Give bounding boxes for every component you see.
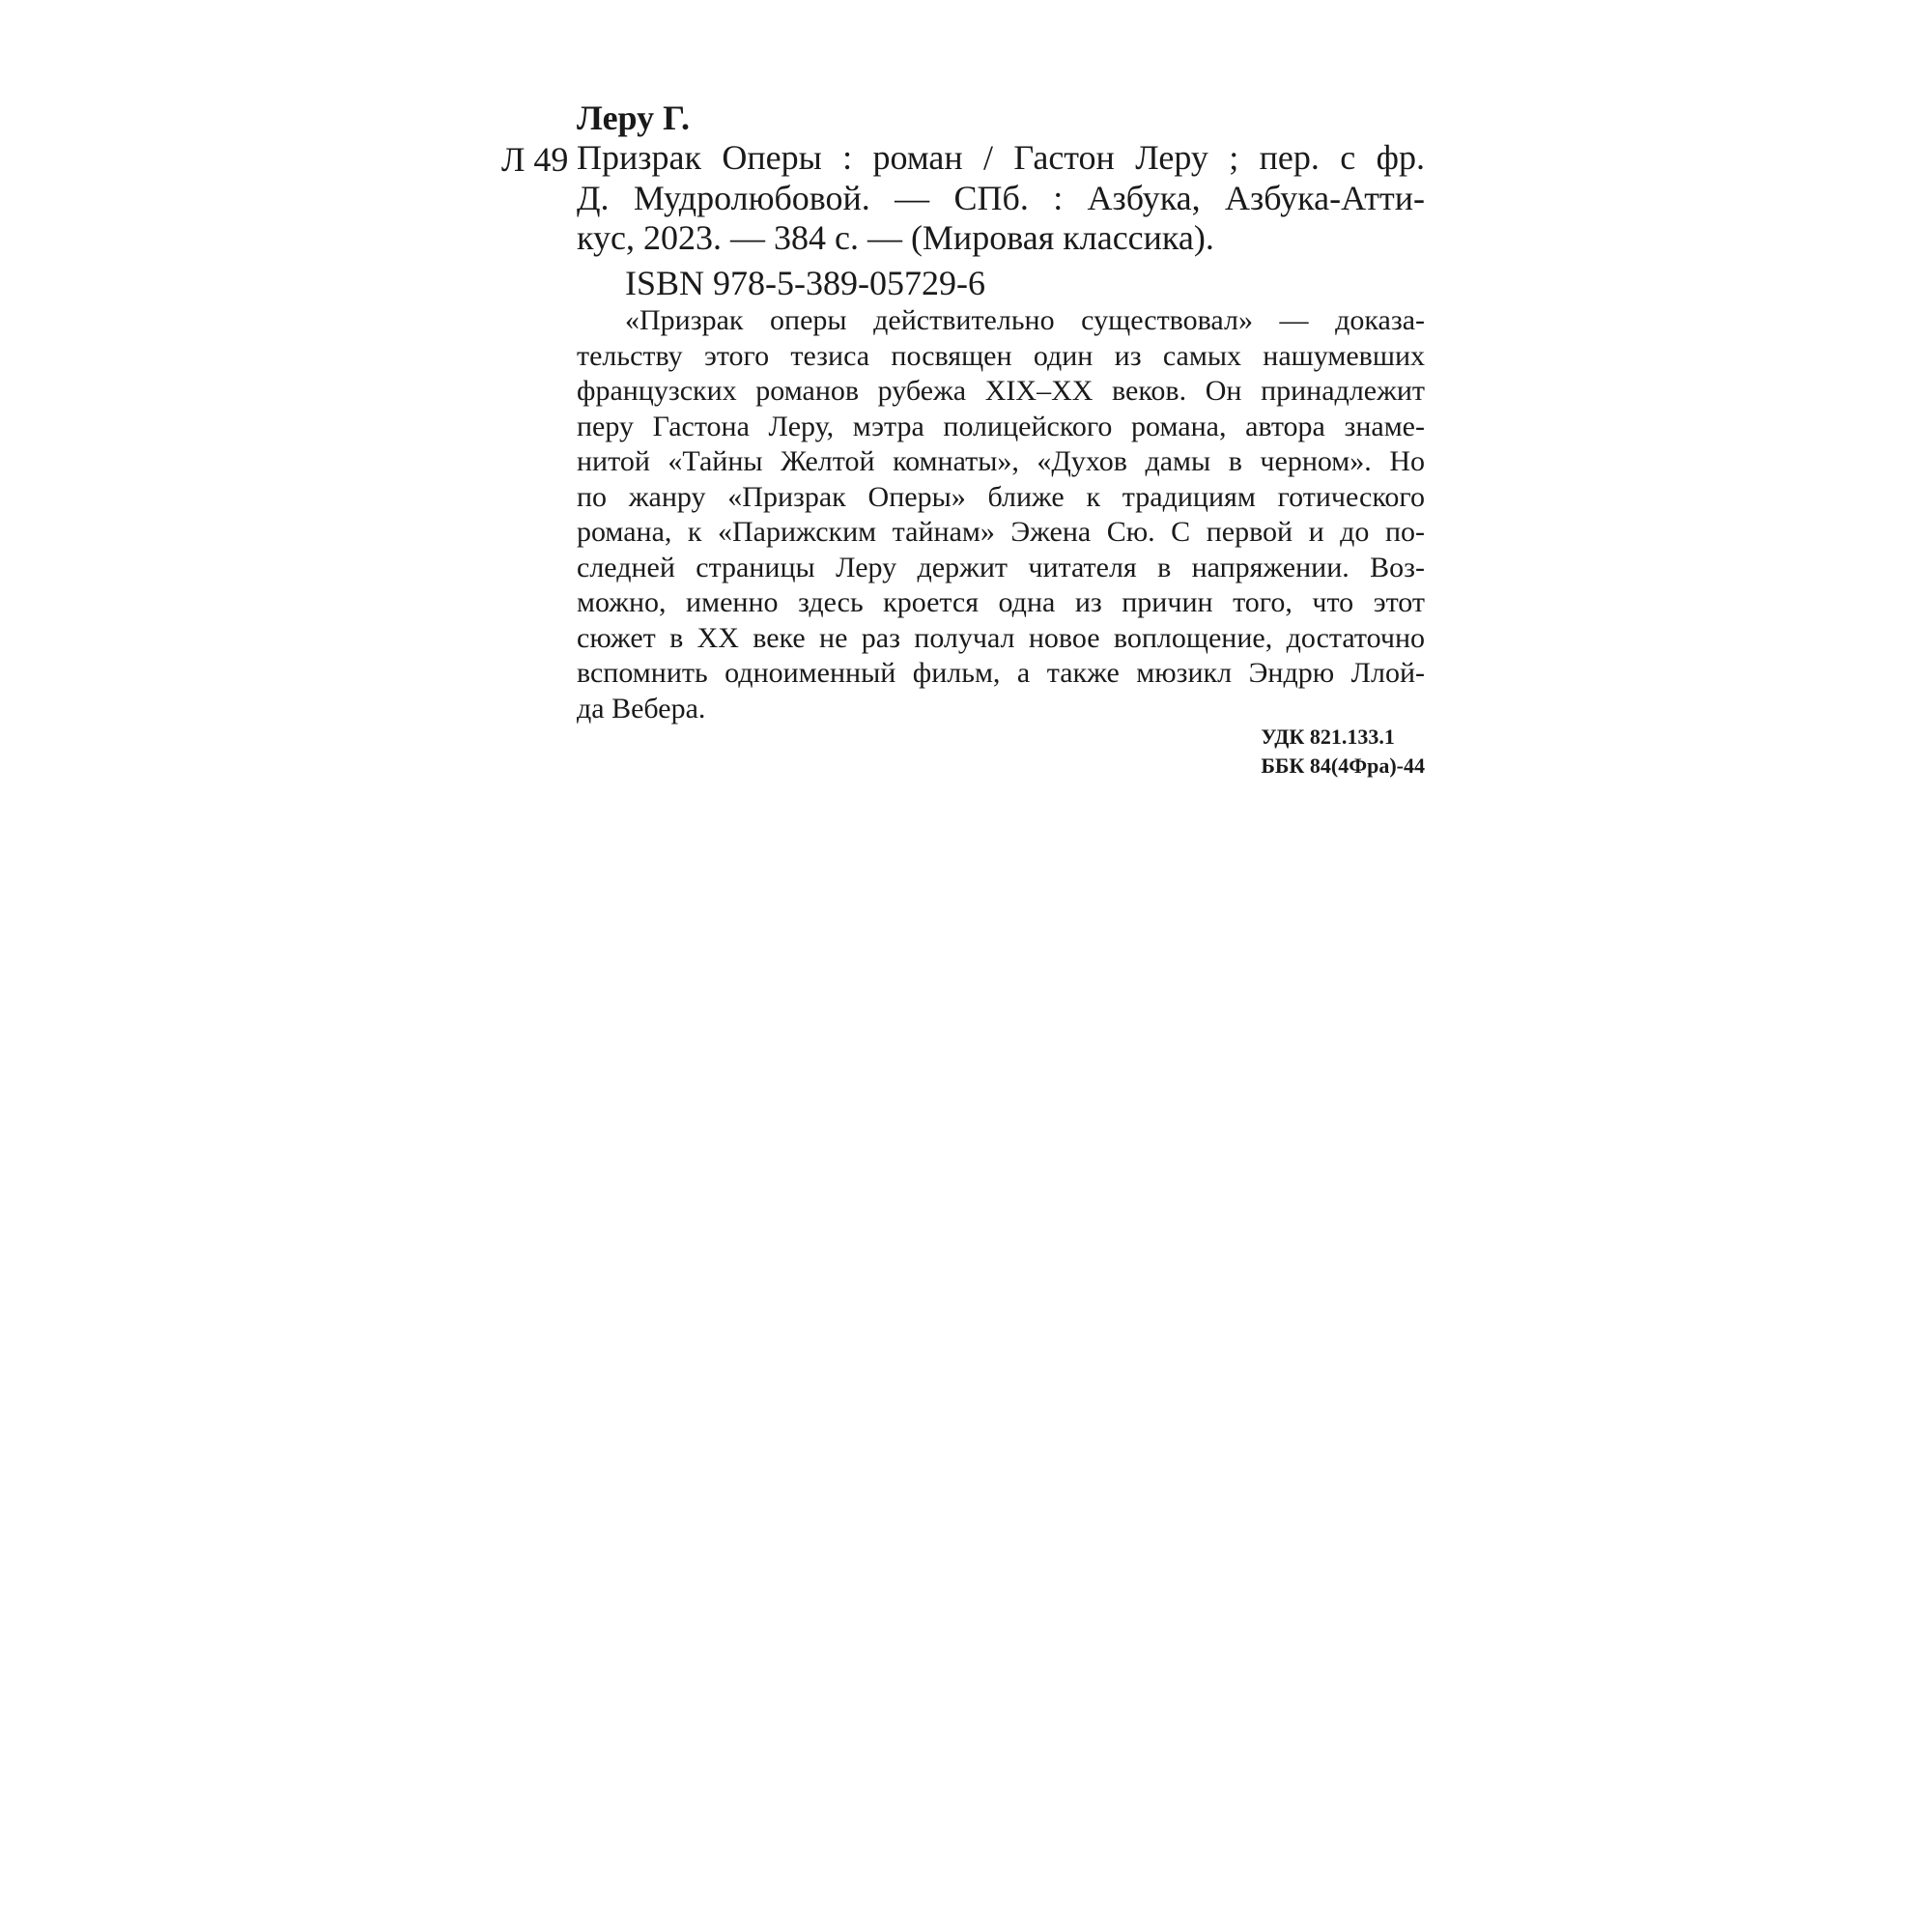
bibliographic-line: Призрак Оперы : роман / Гастон Леру ; пер. с фр. [577,138,1425,177]
author-heading: Леру Г. [577,99,690,137]
annotation-line: сюжет в XX веке не раз получал новое воплощение, достаточно [577,621,1425,654]
annotation-line: романа, к «Парижским тайнам» Эжена Сю. С первой и до по- [577,516,1425,548]
bbk-code: ББК 84(4Фра)-44 [1261,753,1425,778]
annotation-line: нитой «Тайны Желтой комнаты», «Духов дамы в черном». Но [577,445,1425,477]
udc-code: УДК 821.133.1 [1261,724,1395,749]
annotation-line: можно, именно здесь кроется одна из причин того, что этот [577,586,1425,618]
annotation-line: перу Гастона Леру, мэтра полицейского романа, автора знаме- [577,410,1425,442]
annotation-line: тельству этого тезиса посвящен один из самых нашумевших [577,339,1425,372]
classification-codes [1261,723,1425,781]
bibliographic-line: Д. Мудролюбовой. — СПб. : Азбука, Азбука-Атти- [577,178,1425,217]
annotation-line: по жанру «Призрак Оперы» ближе к традициям готического [577,480,1425,513]
annotation-line: французских романов рубежа XIX–XX веков. Он принадлежит [577,375,1425,407]
bibliographic-line: кус, 2023. — 384 с. — (Мировая классика). [577,218,1214,257]
isbn: ISBN 978-5-389-05729-6 [625,264,985,302]
annotation-line: «Призрак оперы действительно существовал» — доказа- [625,304,1425,336]
annotation-line: вспомнить одноименный фильм, а также мюзикл Эндрю Ллой- [577,657,1425,689]
annotation [577,303,1425,726]
bibliographic-description [577,138,1425,259]
shelf-code: Л 49 [501,140,569,179]
annotation-line: да Вебера. [577,692,706,724]
annotation-line: следней страницы Леру держит читателя в напряжении. Воз- [577,551,1425,583]
